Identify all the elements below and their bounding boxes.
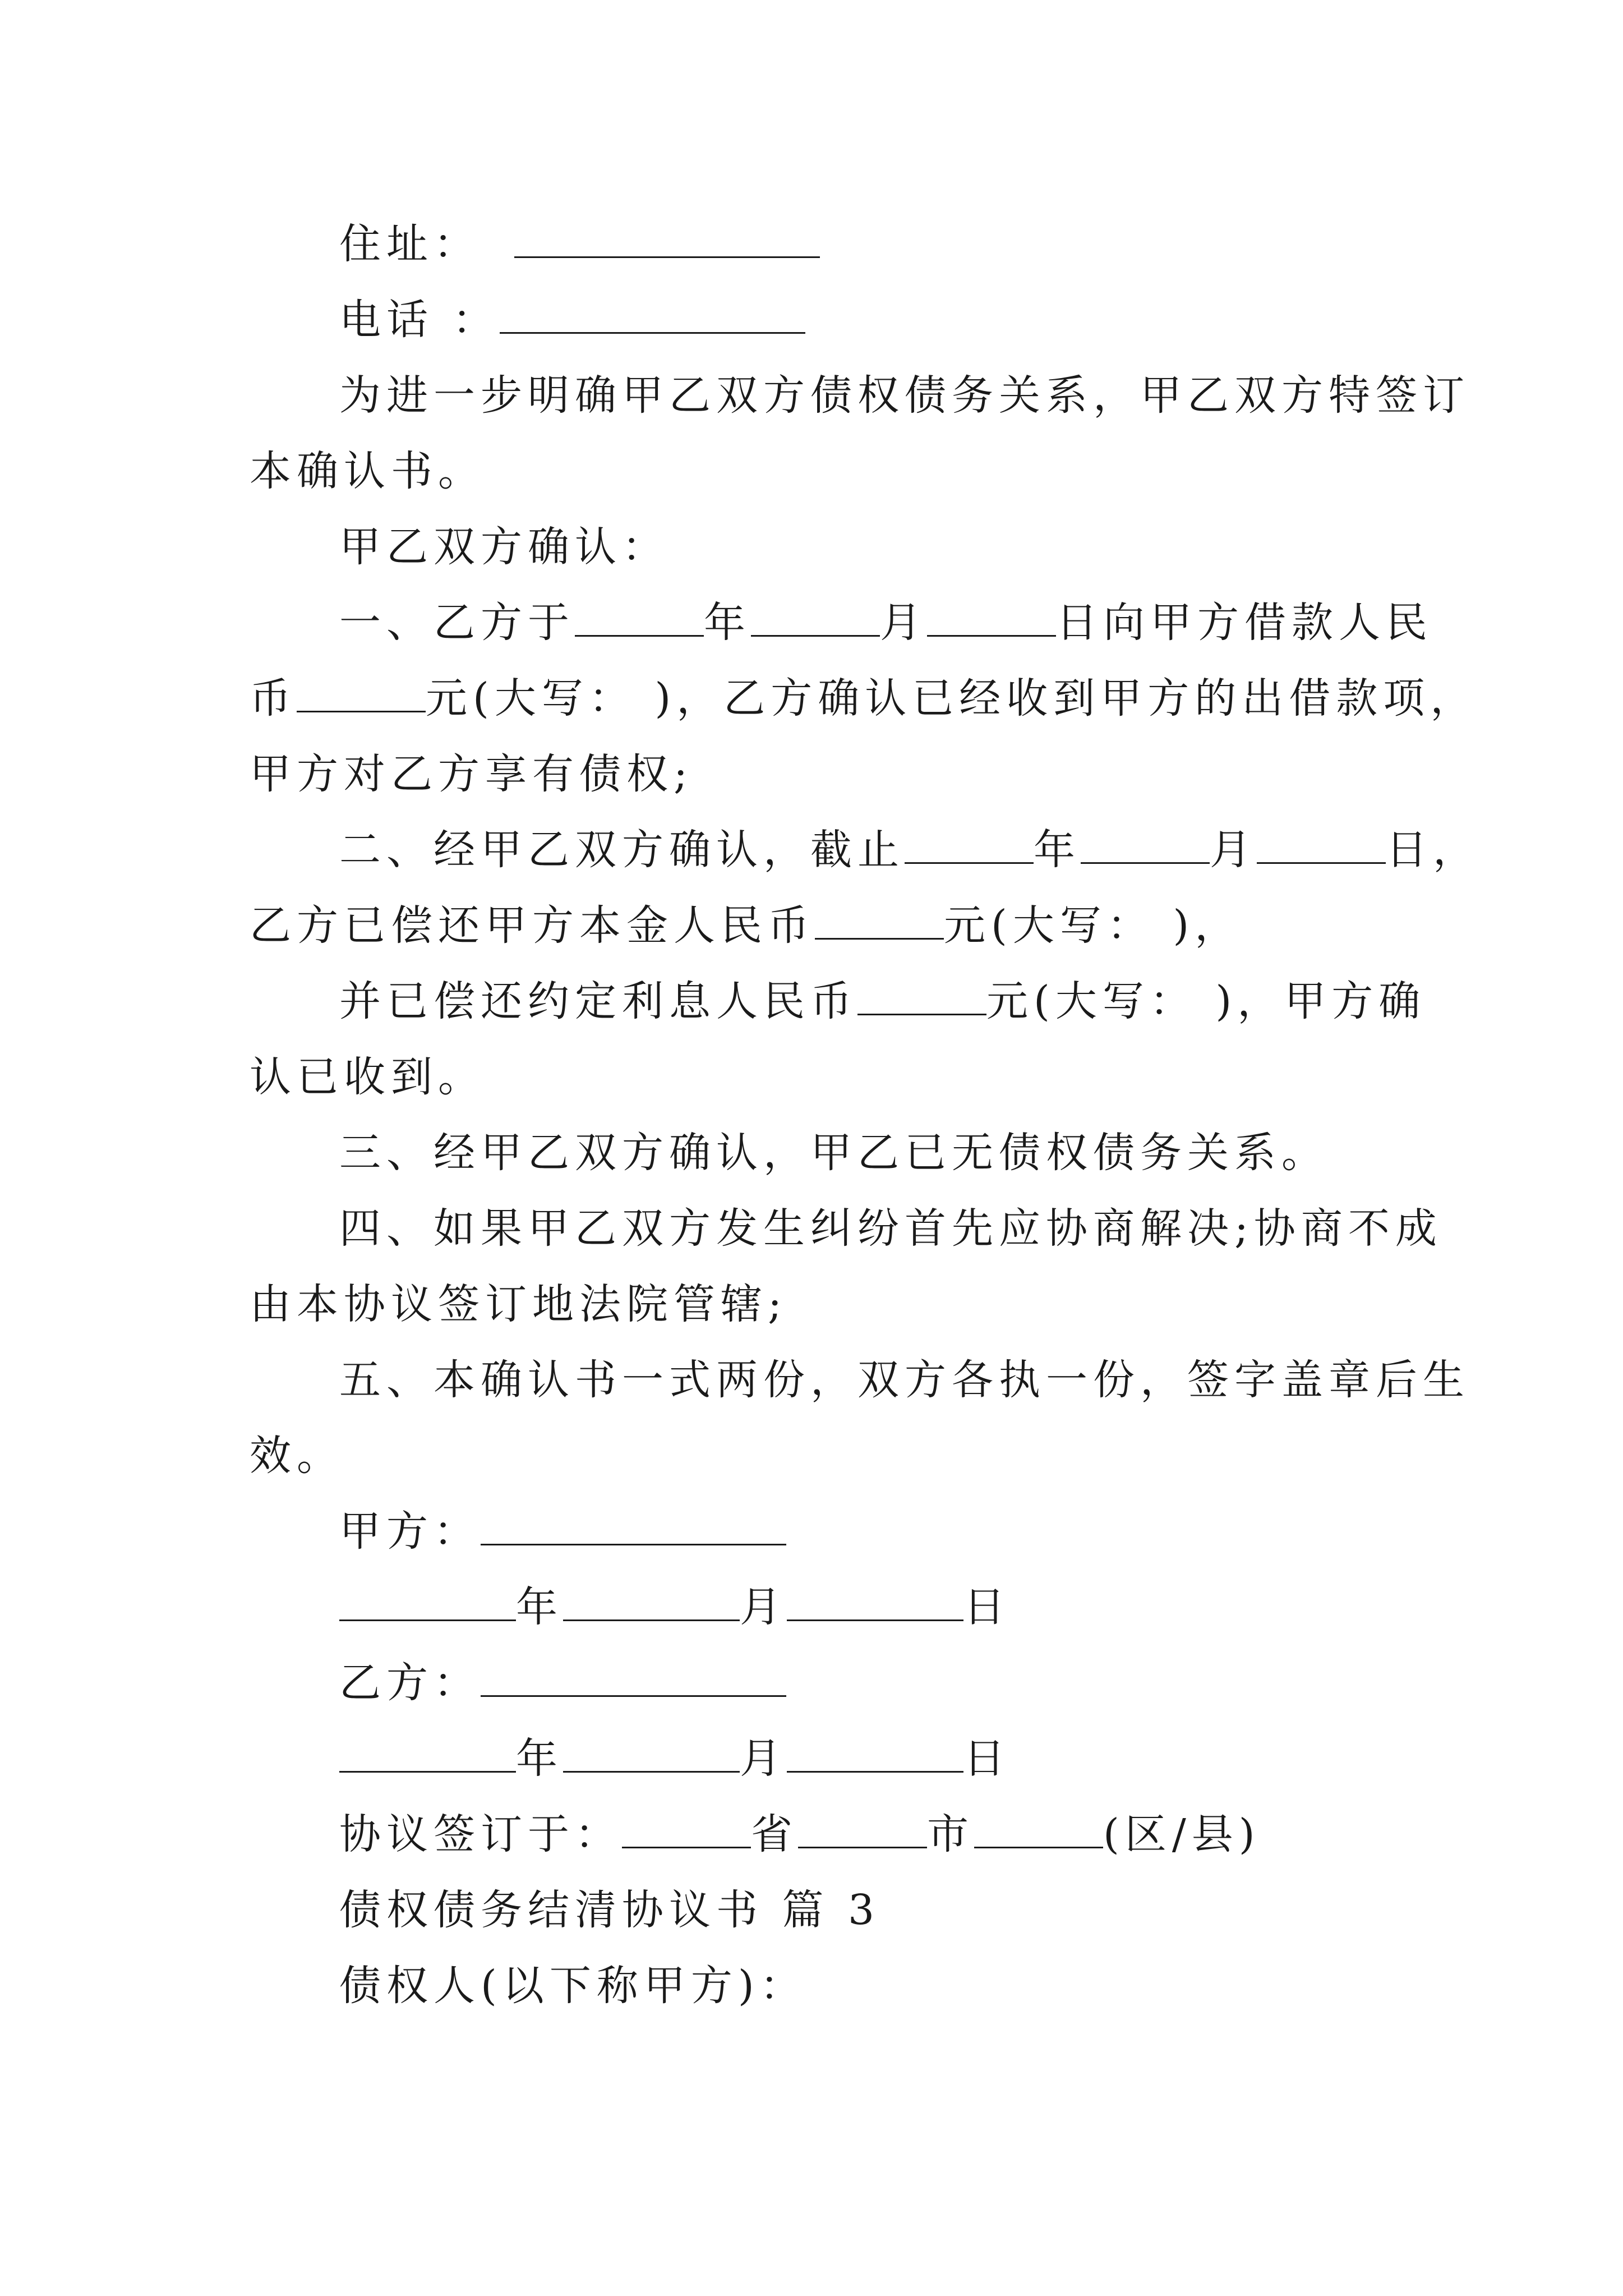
year-blank xyxy=(905,822,1034,864)
party-b-line xyxy=(339,1655,786,1711)
amount-blank xyxy=(297,670,426,712)
clause-5-line-1: 五、本确认书一式两份，双方各执一份，签字盖章后生 xyxy=(339,1356,1470,1404)
clause-4-line-1: 四、如果甲乙双方发生纠纷首先应协商解决;协商不成 xyxy=(339,1204,1442,1253)
clause-3: 三、经甲乙双方确认，甲乙已无债权债务关系。 xyxy=(339,1129,1329,1177)
address-blank xyxy=(514,216,820,258)
amount-blank xyxy=(815,898,944,940)
party-a-date xyxy=(339,1579,1011,1635)
day-label: 日 xyxy=(963,1583,1011,1631)
day-blank xyxy=(787,1731,963,1773)
party-b-date xyxy=(339,1731,1011,1787)
intro-line-2: 本确认书。 xyxy=(250,447,485,495)
intro-line-1: 为进一步明确甲乙双方债权债务关系，甲乙双方特签订 xyxy=(339,371,1470,420)
month-blank xyxy=(563,1731,740,1773)
next-section-title: 债权债务结清协议书 篇 3 xyxy=(339,1886,880,1934)
month-label: 月 xyxy=(1210,826,1257,874)
clause-2-text: 并已偿还约定利息人民币 xyxy=(339,977,857,1025)
place-label: 协议签订于： xyxy=(339,1810,622,1858)
clause-4-line-2: 由本协议签订地法院管辖; xyxy=(250,1280,787,1328)
clause-1-line-2 xyxy=(250,670,1477,726)
city-label: 市 xyxy=(927,1810,974,1858)
clause-2-line-1 xyxy=(339,822,1480,878)
address-label: 住址： xyxy=(339,220,481,268)
clause-2-text: 二、经甲乙双方确认，截止 xyxy=(339,826,905,874)
day-label: 日向甲方借款人民 xyxy=(1056,599,1433,647)
party-a-line xyxy=(339,1503,786,1559)
province-label: 省 xyxy=(751,1810,798,1858)
year-label: 年 xyxy=(516,1734,563,1783)
district-label: (区/县) xyxy=(1103,1810,1261,1858)
party-a-blank xyxy=(481,1503,786,1545)
clause-1-text: 一、乙方于 xyxy=(339,599,575,647)
year-label: 年 xyxy=(704,599,751,647)
clause-2-line-4: 认已收到。 xyxy=(250,1053,485,1101)
city-blank xyxy=(798,1806,927,1848)
clause-2-text: 乙方已偿还甲方本金人民币 xyxy=(250,901,815,950)
month-blank xyxy=(751,595,880,637)
party-b-label: 乙方： xyxy=(339,1659,481,1707)
clause-2-line-2 xyxy=(250,898,1242,954)
creditor-label: 债权人(以下称甲方)： xyxy=(339,1962,807,2010)
clause-1-line-3: 甲方对乙方享有债权; xyxy=(250,750,693,798)
party-b-blank xyxy=(481,1655,786,1697)
party-a-label: 甲方： xyxy=(339,1507,481,1556)
day-blank xyxy=(787,1579,963,1621)
clause-1-line-1 xyxy=(339,595,1433,651)
year-blank xyxy=(339,1731,516,1773)
amount-blank xyxy=(857,973,986,1015)
confirm-heading: 甲乙双方确认： xyxy=(339,523,669,571)
clause-5-line-2: 效。 xyxy=(250,1432,344,1480)
year-blank xyxy=(339,1579,516,1621)
clause-2-line-3 xyxy=(339,973,1426,1029)
phone-label: 电话 ： xyxy=(339,296,500,344)
phone-blank xyxy=(500,292,805,334)
day-blank xyxy=(1257,822,1386,864)
month-label: 月 xyxy=(740,1583,787,1631)
year-label: 年 xyxy=(1034,826,1081,874)
day-blank xyxy=(927,595,1056,637)
phone-line xyxy=(339,292,805,348)
month-blank xyxy=(1081,822,1210,864)
clause-1-text: 元(大写： )，乙方确认已经收到甲方的出借款项， xyxy=(426,674,1478,723)
month-label: 月 xyxy=(740,1734,787,1783)
district-blank xyxy=(974,1806,1103,1848)
address-line xyxy=(339,216,820,272)
clause-2-text: 元(大写： )，甲方确 xyxy=(986,977,1426,1025)
day-label: 日， xyxy=(1386,826,1480,874)
day-label: 日 xyxy=(963,1734,1011,1783)
month-blank xyxy=(563,1579,740,1621)
province-blank xyxy=(622,1806,751,1848)
clause-1-text: 币 xyxy=(250,674,297,723)
year-label: 年 xyxy=(516,1583,563,1631)
month-label: 月 xyxy=(880,599,927,647)
signing-place-line xyxy=(339,1806,1261,1862)
year-blank xyxy=(575,595,704,637)
clause-2-text: 元(大写： )， xyxy=(944,901,1242,950)
